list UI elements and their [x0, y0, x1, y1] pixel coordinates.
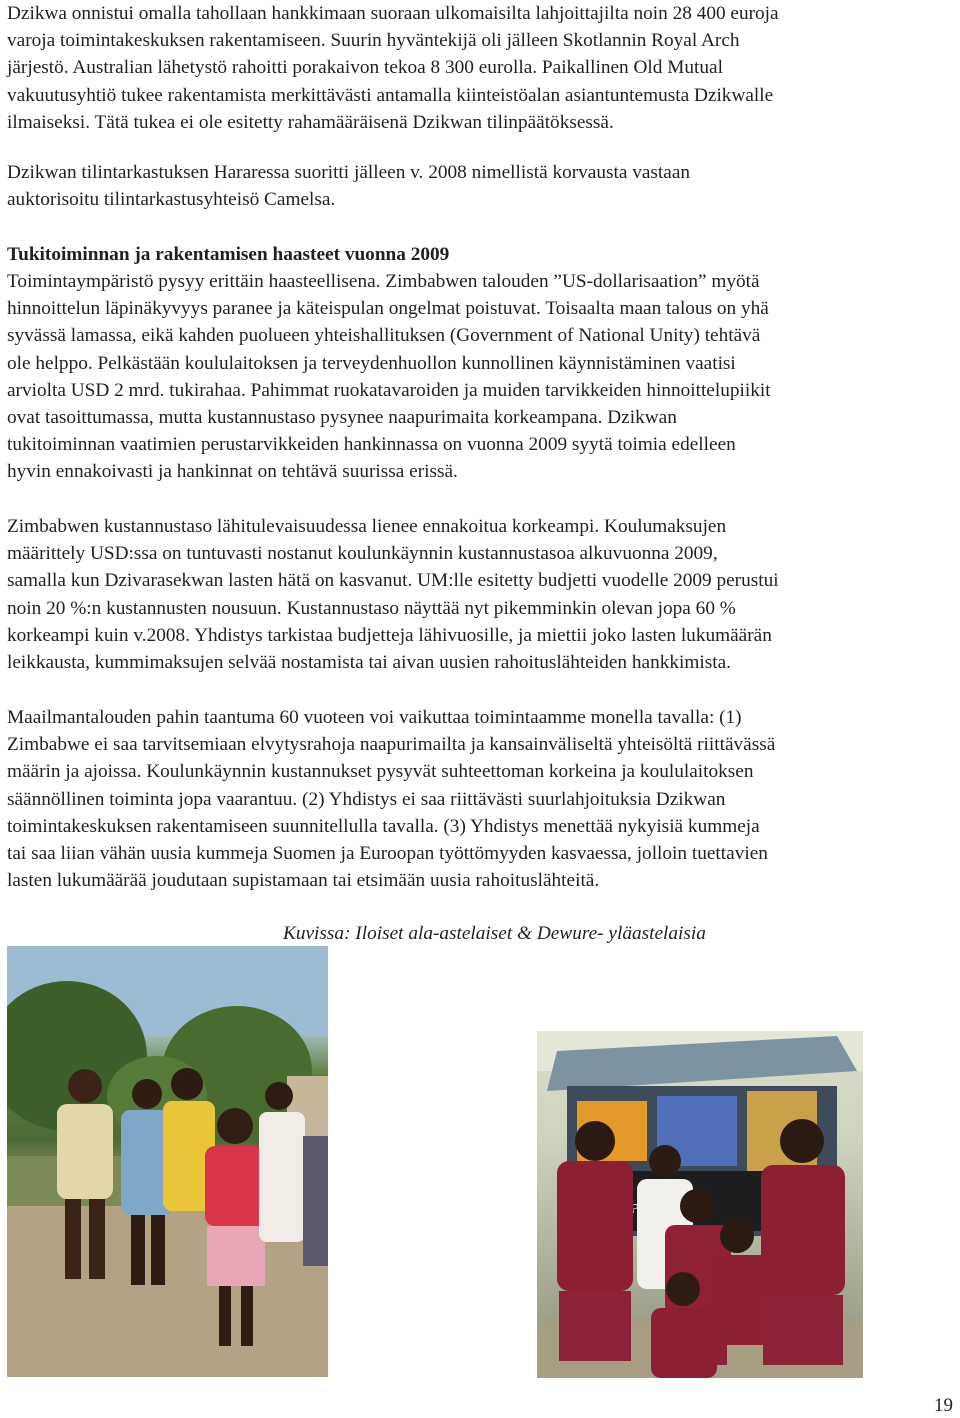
photo-primary-pupils [7, 946, 328, 1377]
secondary-pupils-illustration [537, 1031, 863, 1378]
paragraph-funding: Dzikwa onnistui omalla tahollaan hankkimaan suoraan ulkomaisilta lahjoittajilta noin 28 400 euroja varoja toimintakeskuksen rakentamiseen. Suurin hyväntekijä oli jälleen Skotlannin Royal Arch järjestö. Australian lähetystö rahoitti porakaivon tekoa 8 300 eurolla. Paikallinen Old Mutual vakuutusyhtiö tukee rakentamista merkittävästi antamalla kiinteistöalan asiantuntemusta Dzikwalle ilmaiseksi. Tätä tukea ei ole esitetty rahamääräisenä Dzikwan tilinpäätöksessä. [7, 3, 779, 133]
section-heading: Tukitoiminnan ja rakentamisen haasteet vuonna 2009 [7, 244, 450, 265]
photo-caption: Kuvissa: Iloiset ala-astelaiset & Dewure- yläastelaisia [283, 923, 706, 944]
photo-secondary-pupils [537, 1031, 863, 1378]
paragraph-recession: Maailmantalouden pahin taantuma 60 vuoteen voi vaikuttaa toimintaamme monella tavalla: (1) Zimbabwe ei saa tarvitsemiaan elvytysrahoja naapurimailta ja kansainväliseltä yhteisöltä riittävässä määrin ja ajoissa. Koulunkäynnin kustannukset pysyvät suhteettoman korkeina ja koululaitoksen säännöllinen toiminta jopa vaarantuu. (2) Yhdistys ei saa riittävästi suurlahjoituksia Dzikwan toimintakeskuksen rakentamiseen suunnitellulla tavalla. (3) Yhdistys menettää nykyisiä kummeja tai saa liian vähän uusia kummeja Suomen ja Euroopan työttömyyden kasvaessa, jolloin tuettavien lasten lukumäärää joudutaan supistamaan tai etsimään uusia rahoituslähteitä. [7, 707, 776, 892]
paragraph-challenges: Toimintaympäristö pysyy erittäin haasteellisena. Zimbabwen talouden ”US-dollarisaation” myötä hinnoittelun läpinäkyvyys paranee ja käteispulan ongelmat poistuvat. Toisaalta maan talous on yhä syvässä lamassa, eikä kahden puolueen yhteishallituksen (Government of National Unity) tehtävä ole helppo. Pelkästään koululaitoksen ja terveydenhuollon kunnollinen käynnistäminen vaatisi arviolta USD 2 mrd. tukirahaa. Pahimmat ruokatavaroiden ja muiden tarvikkeiden hinnoittelupiikit ovat tasoittumassa, mutta kustannustaso pysynee naapurimaita korkeampana. Dzikwan tukitoiminnan vaatimien perustarvikkeiden hankinnassa on vuonna 2009 syytä toimia edelleen hyvin ennakoivasti ja hankinnat on tehtävä suurissa erissä. [7, 271, 771, 483]
page-number: 19 [934, 1395, 953, 1416]
paragraph-costs: Zimbabwen kustannustaso lähitulevaisuudessa lienee ennakoitua korkeampi. Koulumaksujen määrittely USD:ssa on tuntuvasti nostanut koulunkäynnin kustannustasoa alkuvuonna 2009, samalla kun Dzivarasekwan lasten hätä on kasvanut. UM:lle esitetty budjetti vuodelle 2009 perustui noin 20 %:n kustannusten nousuun. Kustannustaso näyttää nyt pikemminkin olevan jopa 60 % korkeampi kuin v.2008. Yhdistys tarkistaa budjetteja lähivuosille, ja miettii joko lasten lukumäärän leikkausta, kummimaksujen selvää nostamista tai aivan uusien rahoituslähteiden hankkimista. [7, 516, 779, 674]
paragraph-audit: Dzikwan tilintarkastuksen Hararessa suoritti jälleen v. 2008 nimellistä korvausta vastaan auktorisoitu tilintarkastusyhteisö Camelsa. [7, 162, 691, 211]
primary-pupils-illustration [7, 946, 328, 1377]
